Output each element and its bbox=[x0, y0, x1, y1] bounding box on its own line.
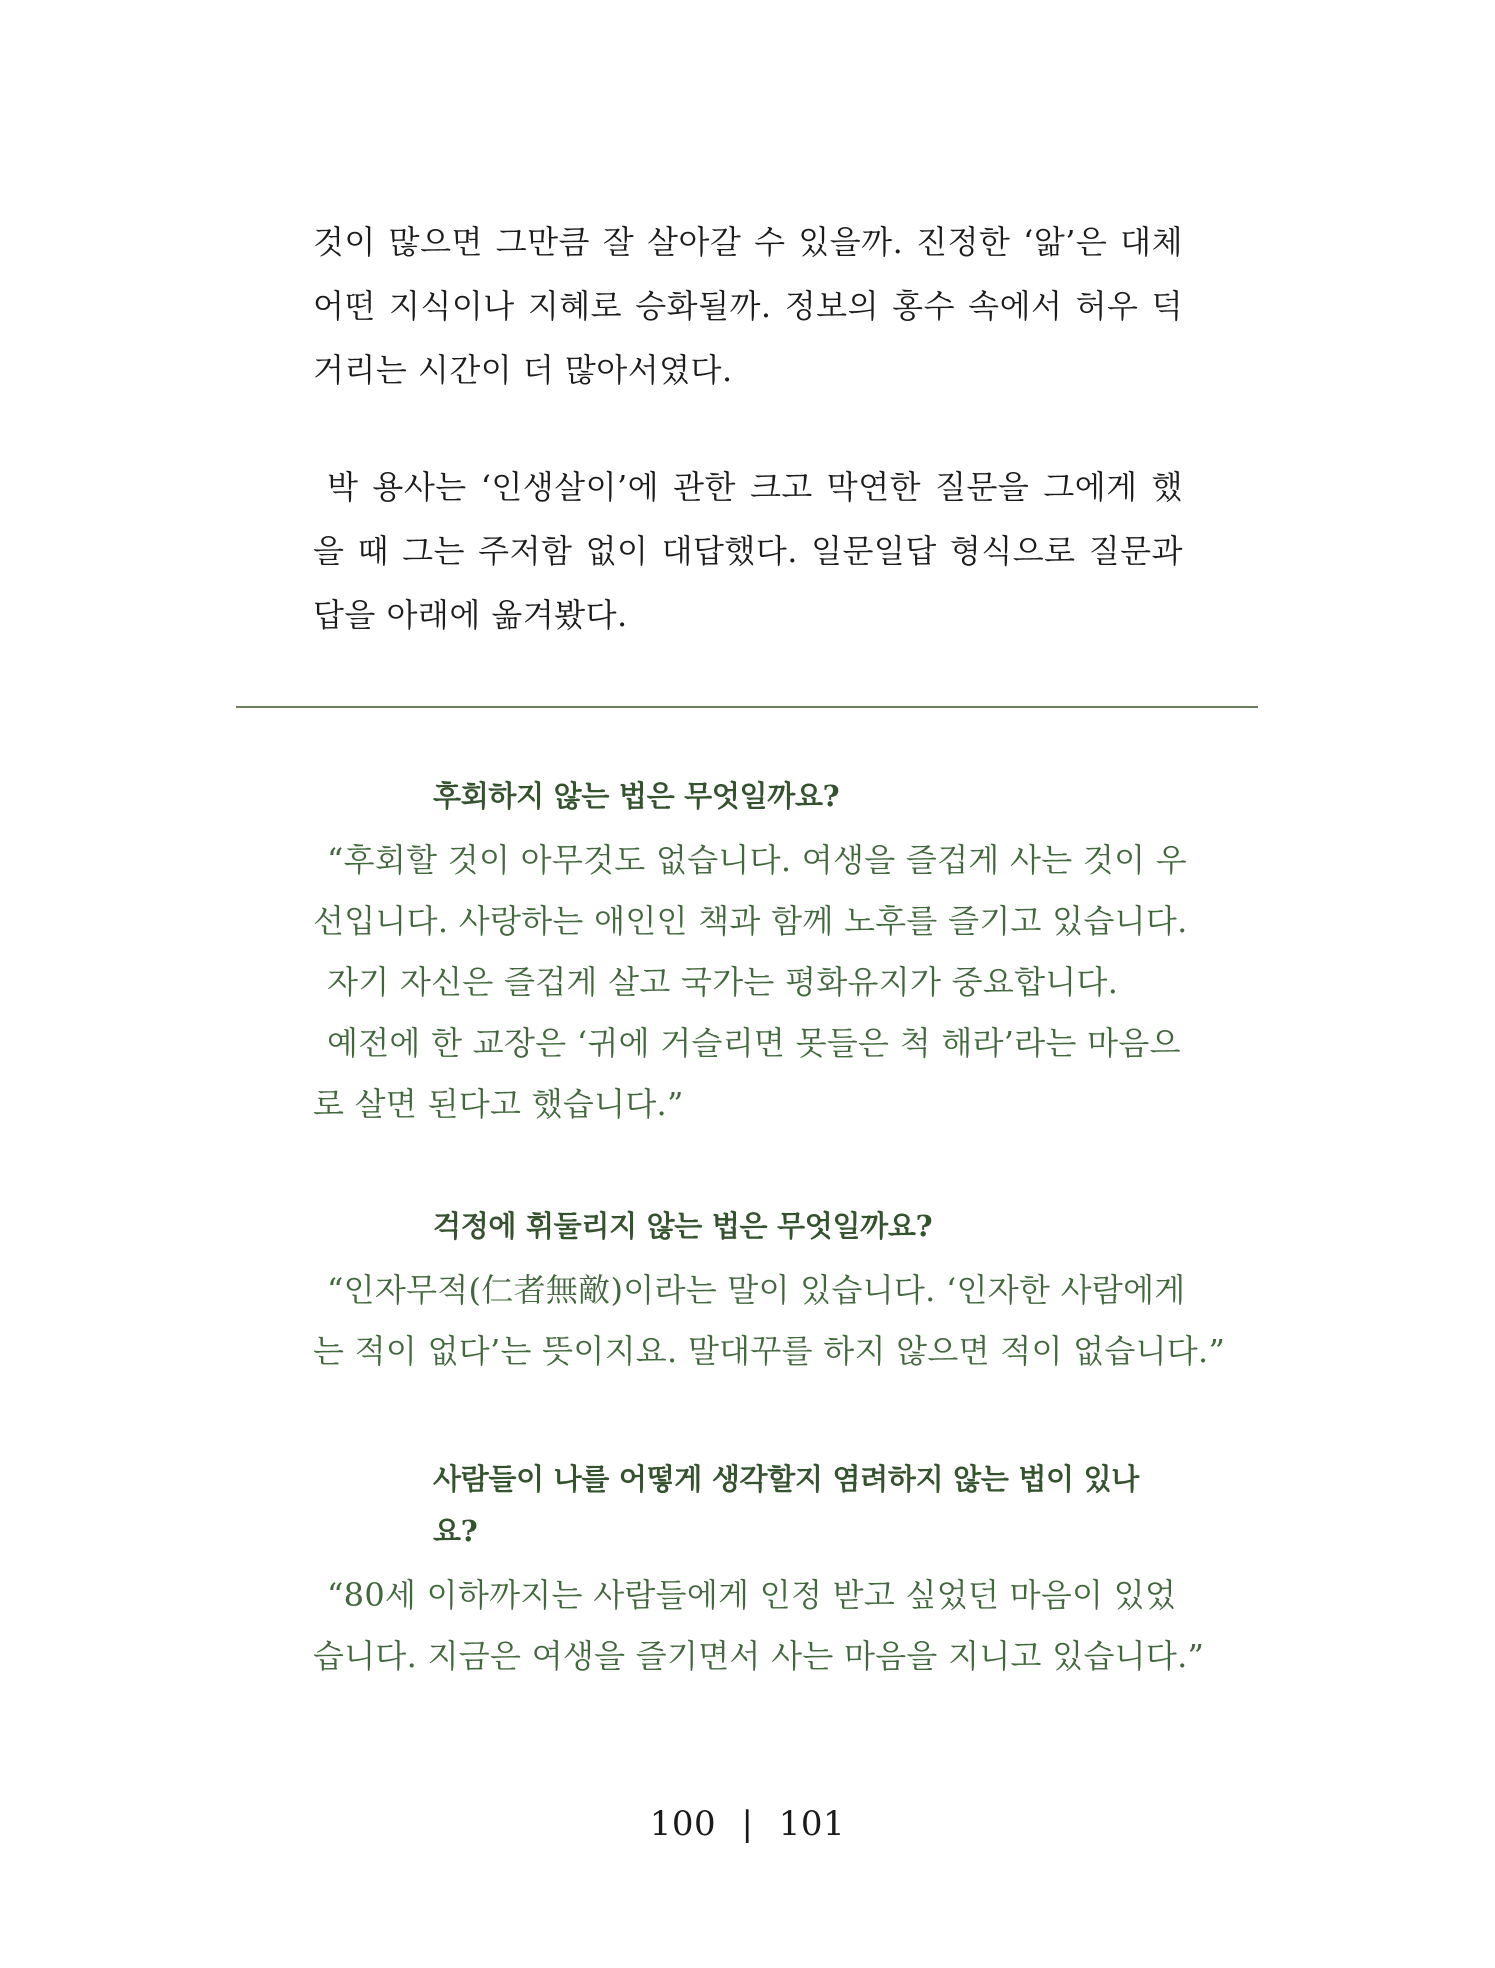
left-page-number: 100 bbox=[649, 1804, 717, 1844]
qa-block bbox=[313, 1200, 1226, 1382]
answer-line: 는 적이 없다’는 뜻이지요. 말대꾸를 하지 않으면 적이 없습니다.” bbox=[313, 1332, 1226, 1370]
body-paragraph bbox=[313, 210, 1183, 402]
section-divider bbox=[236, 706, 1258, 708]
paragraph-text: 것이 많으면 그만큼 잘 살아갈 수 있을까. 진정한 ‘앎’은 대체 어떤 지식이나 지혜로 승화될까. 정보의 홍수 속에서 허우 덕거리는 시간이 더 많아서였다. bbox=[313, 223, 1183, 389]
qa-block bbox=[313, 1453, 1205, 1687]
answer-line: “후회할 것이 아무것도 없습니다. 여생을 즐겁게 사는 것이 우 bbox=[327, 841, 1187, 879]
answer-line: 예전에 한 교장은 ‘귀에 거슬리면 못들은 척 해라’라는 마음으 bbox=[327, 1024, 1181, 1062]
question-heading: 걱정에 휘둘리지 않는 법은 무엇일까요? bbox=[433, 1209, 933, 1243]
page-number-separator: | bbox=[741, 1804, 754, 1844]
answer-text bbox=[313, 830, 1188, 1135]
body-paragraph bbox=[313, 455, 1183, 647]
answer-line: “인자무적(仁者無敵)이라는 말이 있습니다. ‘인자한 사람에게 bbox=[327, 1271, 1186, 1309]
page-numbers bbox=[0, 1800, 1495, 1848]
answer-line: 자기 자신은 즐겁게 살고 국가는 평화유지가 중요합니다. bbox=[327, 963, 1119, 1001]
answer-line: 습니다. 지금은 여생을 즐기면서 사는 마음을 지니고 있습니다.” bbox=[313, 1637, 1205, 1675]
paragraph-text: 박 용사는 ‘인생살이’에 관한 크고 막연한 질문을 그에게 했을 때 그는 주저함 없이 대답했다. 일문일답 형식으로 질문과 답을 아래에 옮겨봤다. bbox=[313, 468, 1183, 634]
answer-line: 로 살면 된다고 했습니다.” bbox=[313, 1085, 684, 1123]
question-heading: 후회하지 않는 법은 무엇일까요? bbox=[433, 779, 840, 813]
right-page-number: 101 bbox=[778, 1804, 846, 1844]
qa-block bbox=[313, 770, 1188, 1135]
answer-text bbox=[313, 1260, 1226, 1382]
answer-text bbox=[313, 1565, 1205, 1687]
answer-line: 선입니다. 사랑하는 애인인 책과 함께 노후를 즐기고 있습니다. bbox=[313, 902, 1188, 940]
answer-line: “80세 이하까지는 사람들에게 인정 받고 싶었던 마음이 있었 bbox=[327, 1576, 1177, 1614]
question-heading: 사람들이 나를 어떻게 생각할지 염려하지 않는 법이 있나요? bbox=[433, 1462, 1139, 1548]
